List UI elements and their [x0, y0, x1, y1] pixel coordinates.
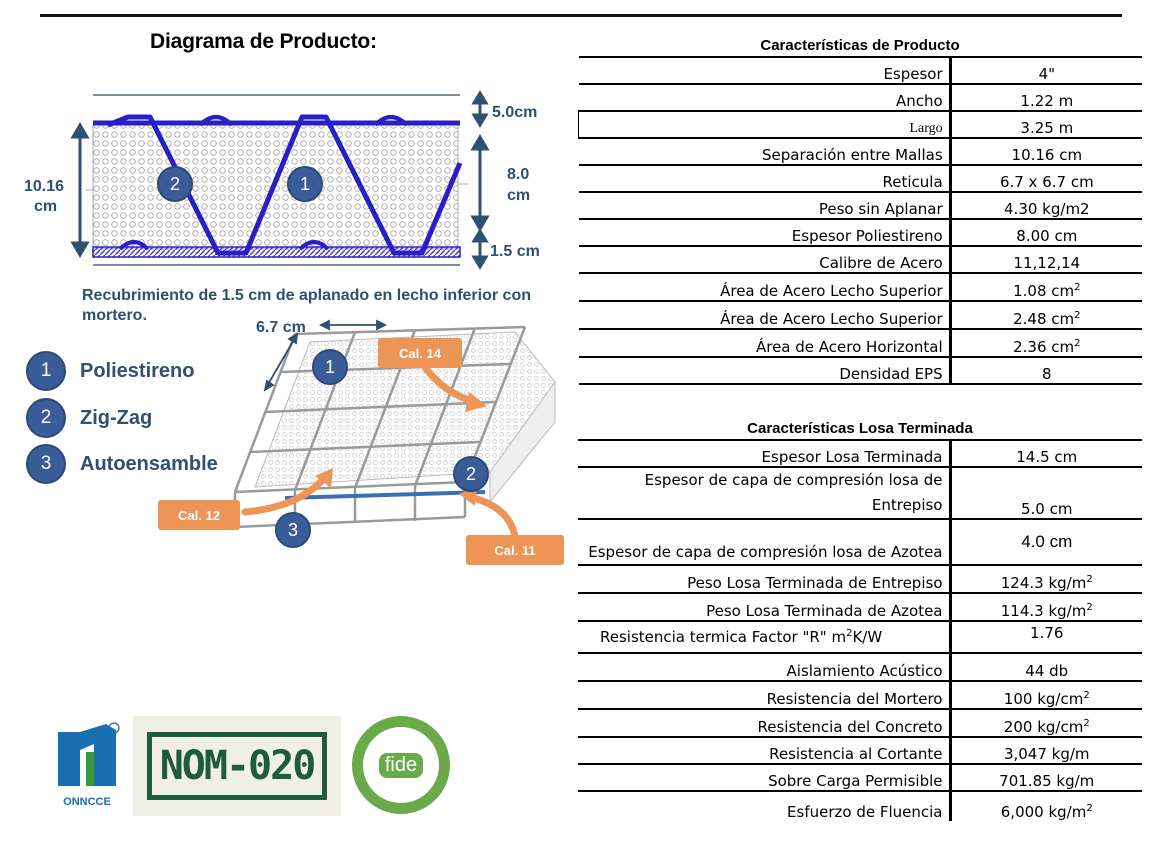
table-row	[578, 593, 1142, 621]
diagram-marker-2: 2	[157, 166, 193, 202]
dim-1-5cm: 1.5 cm	[490, 243, 540, 260]
slab-table-title: Características Losa Terminada	[747, 420, 973, 437]
row-value: 3.25 m	[1020, 119, 1074, 137]
dim-1016-line2: cm	[34, 198, 58, 215]
legend-label: Poliestireno	[80, 359, 195, 382]
table-row	[579, 57, 1143, 84]
row-value: 2.48 $cm^2$	[1013, 310, 1081, 328]
row-label: Espesor Losa Terminada	[578, 440, 950, 467]
table-row	[579, 301, 1143, 329]
row-label: Reticula	[579, 165, 951, 192]
onncce-logo-text: ONNCCE	[63, 796, 111, 808]
product-characteristics-table	[578, 56, 1142, 385]
row-label: Espesor de capa de compresión losa de Azotea	[578, 519, 950, 565]
row-value: 4.0 cm	[1021, 532, 1073, 551]
panel-marker-3: 3	[275, 512, 311, 548]
panel-marker-2: 2	[453, 456, 489, 492]
row-label: Peso sin Aplanar	[579, 192, 951, 219]
onncce-logo	[50, 722, 124, 808]
table-row	[578, 467, 1142, 519]
table-row	[578, 681, 1142, 709]
row-label: Aislamiento Acústico	[578, 653, 950, 681]
row-value: 10.16 cm	[1011, 146, 1083, 164]
row-label: Peso Losa Terminada de Azotea	[578, 593, 950, 621]
row-label: Calibre de Acero	[579, 246, 951, 273]
table-row	[578, 565, 1142, 593]
legend-number: 1	[26, 351, 66, 391]
fide-text: fide	[379, 753, 423, 778]
table-row	[579, 84, 1143, 111]
row-value: 14.5 cm	[1016, 448, 1078, 466]
row-label: Resistencia al Cortante	[578, 737, 950, 764]
row-value: 1.22 m	[1020, 92, 1074, 110]
row-label: Resistencia termica Factor "R" $m^2K/W$	[578, 621, 950, 653]
legend-item-zig-zag	[26, 397, 152, 439]
grid-dimension: 6.7 cm	[256, 319, 306, 336]
row-value: 114.3 $kg/m^2$	[1000, 602, 1093, 620]
row-value: 5.0 cm	[1021, 500, 1073, 518]
table-row	[579, 246, 1143, 273]
row-value: 1.76	[1030, 624, 1064, 642]
fide-logo	[352, 716, 450, 814]
tag-cal-11: Cal. 11	[466, 535, 564, 565]
table-row	[579, 329, 1143, 357]
table-row	[578, 709, 1142, 737]
diagram-title: Diagrama de Producto:	[150, 30, 377, 53]
slab-characteristics-table	[578, 439, 1142, 821]
legend-number: 3	[26, 444, 66, 484]
row-label: Ancho	[579, 84, 951, 111]
legend-item-poliestireno	[26, 350, 194, 392]
row-value: 200 $kg/cm^2$	[1003, 718, 1090, 736]
dim-8cm-line2: cm	[507, 187, 531, 204]
nom-020-text: NOM-020	[147, 732, 328, 800]
row-label: Resistencia del Concreto	[578, 709, 950, 737]
dim-1016-line1: 10.16	[24, 178, 65, 195]
table-row	[579, 357, 1143, 384]
table-row	[579, 165, 1143, 192]
row-label: Densidad EPS	[579, 357, 951, 384]
legend-number: 2	[26, 398, 66, 438]
table-row	[578, 791, 1142, 821]
row-value: 3,047 kg/m	[1003, 745, 1090, 763]
table-row	[579, 219, 1143, 246]
row-label: Largo	[579, 111, 951, 138]
onncce-mark-icon	[50, 722, 124, 792]
row-label: Espesor de capa de compresión losa de Entrepiso	[578, 467, 950, 519]
row-value: 8.00 cm	[1016, 227, 1078, 245]
top-rule	[40, 14, 1122, 17]
table-row	[578, 737, 1142, 764]
table-row	[579, 192, 1143, 219]
table-row	[579, 273, 1143, 301]
row-value: 4"	[1038, 65, 1056, 83]
diagram-caption: Recubrimiento de 1.5 cm de aplanado en lecho inferior con mortero.	[82, 287, 531, 324]
row-value: 701.85 kg/m	[999, 772, 1095, 790]
tag-cal-14: Cal. 14	[378, 338, 462, 368]
row-value: 4.30 kg/m2	[1004, 200, 1090, 218]
row-value: 2.36 $cm^2$	[1013, 338, 1081, 356]
dim-8cm-line1: 8.0	[507, 166, 530, 183]
legend-label: Zig-Zag	[80, 406, 153, 429]
row-value: 124.3 $kg/m^2$	[1000, 574, 1093, 592]
row-label: Peso Losa Terminada de Entrepiso	[578, 565, 950, 593]
diagram-marker-1: 1	[287, 166, 323, 202]
row-label: Esfuerzo de Fluencia	[578, 791, 950, 821]
panel-marker-1: 1	[312, 349, 348, 385]
table-row	[578, 440, 1142, 467]
row-value: 1.08 $cm^2$	[1013, 282, 1081, 300]
row-value: 44 db	[1025, 662, 1069, 680]
product-table-title: Características de Producto	[760, 37, 960, 54]
row-label: Espesor	[579, 57, 951, 84]
legend-item-autoensamble	[26, 443, 218, 485]
nom-020-logo	[133, 716, 341, 816]
table-row	[578, 653, 1142, 681]
row-value: 100 $kg/cm^2$	[1003, 690, 1090, 708]
row-label: Separación entre Mallas	[579, 138, 951, 165]
table-row	[578, 519, 1142, 565]
row-value: 6.7 x 6.7 cm	[999, 173, 1094, 191]
row-label: Área de Acero Lecho Superior	[579, 301, 951, 329]
row-label: Resistencia del Mortero	[578, 681, 950, 709]
row-label: Área de Acero Horizontal	[579, 329, 951, 357]
table-row	[579, 138, 1143, 165]
tag-cal-12: Cal. 12	[158, 500, 240, 530]
table-row	[578, 621, 1142, 653]
row-label: Espesor Poliestireno	[579, 219, 951, 246]
table-row	[578, 764, 1142, 791]
table-row	[579, 111, 1143, 138]
row-value: 8	[1042, 365, 1052, 383]
row-value: 11,12,14	[1013, 254, 1081, 272]
legend-label: Autoensamble	[80, 452, 218, 475]
row-value: 6,000 $kg/m^2$	[1000, 803, 1093, 821]
row-label: Sobre Carga Permisible	[578, 764, 950, 791]
dim-5cm: 5.0cm	[492, 104, 538, 121]
row-label: Área de Acero Lecho Superior	[579, 273, 951, 301]
